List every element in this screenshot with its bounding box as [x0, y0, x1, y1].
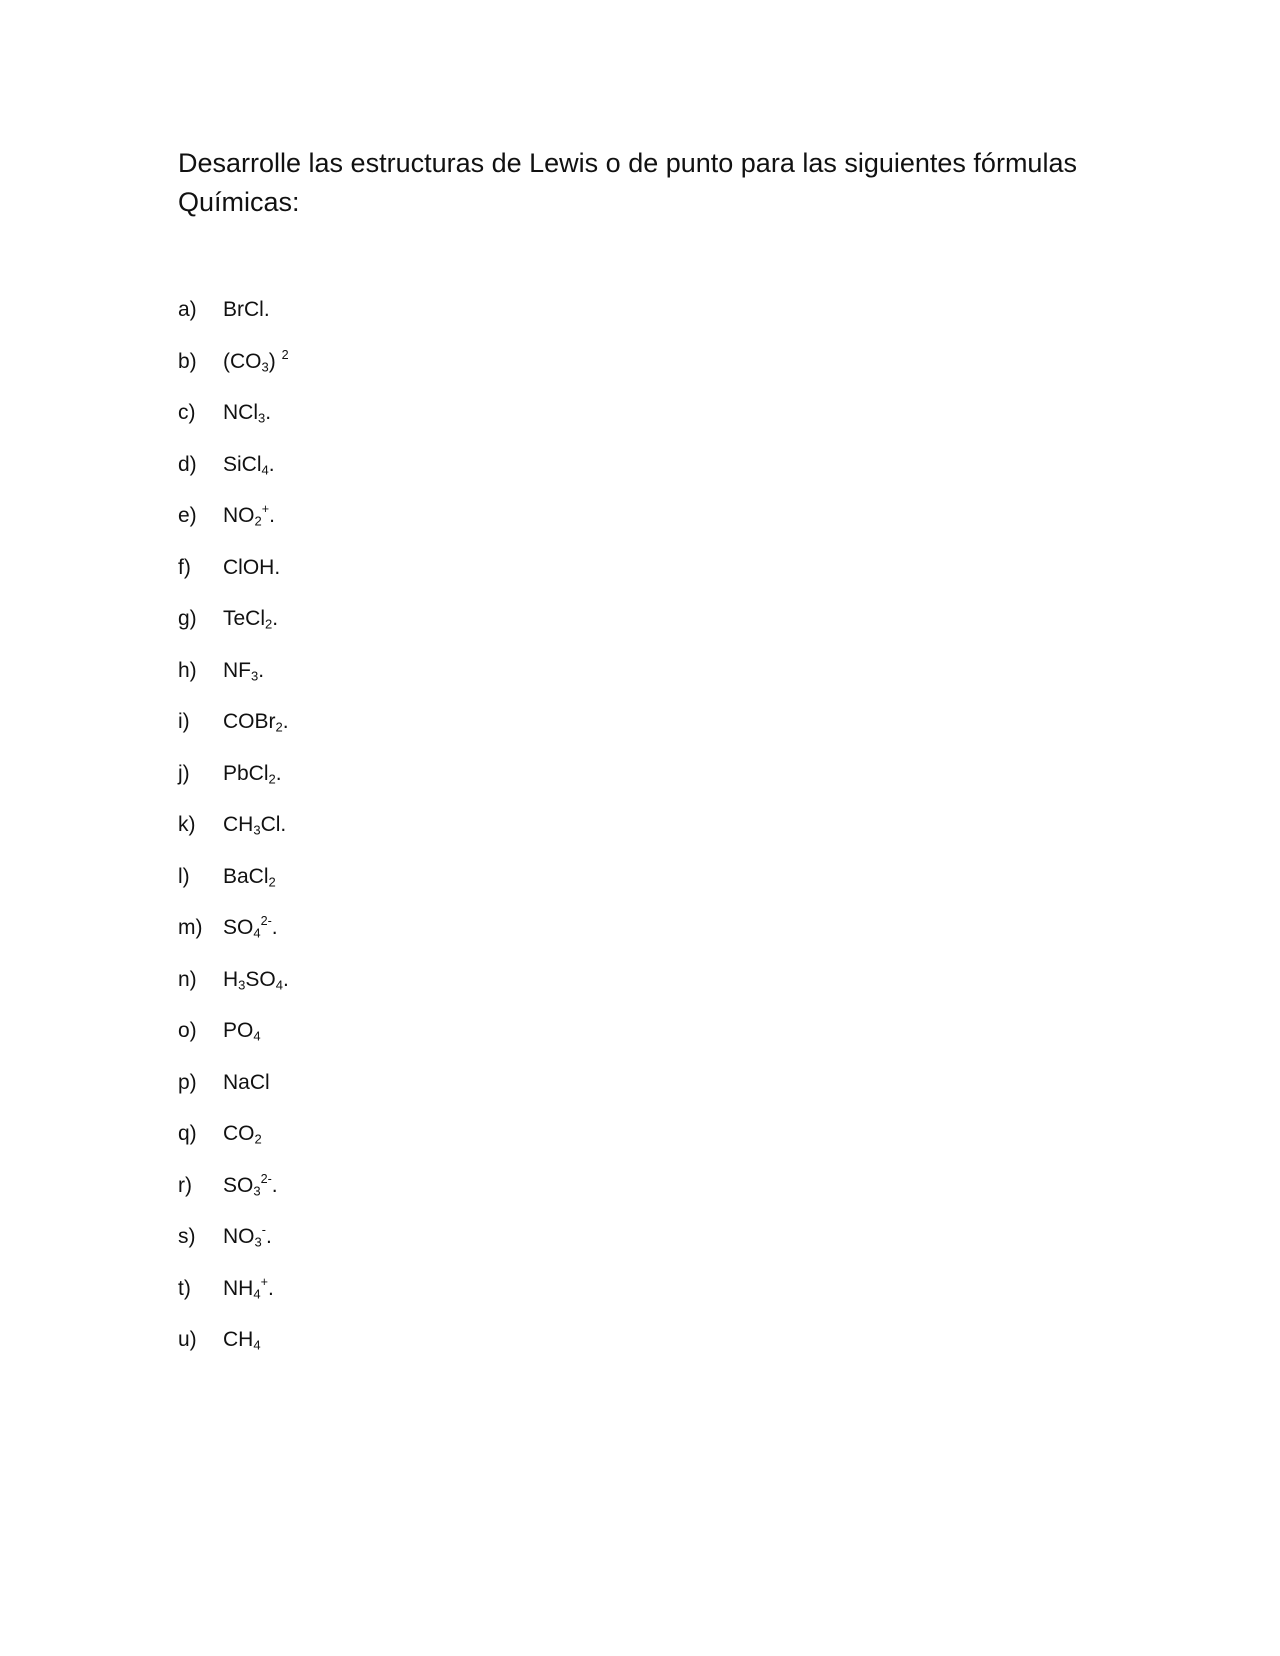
chemical-formula: [223, 607, 278, 630]
item-letter: e): [178, 504, 197, 527]
formula-superscript: +: [261, 502, 270, 517]
item-letter: s): [178, 1225, 196, 1248]
formula-text: .: [258, 658, 265, 682]
item-letter: p): [178, 1070, 197, 1094]
formula-subscript: 4: [253, 1028, 261, 1044]
item-letter: g): [178, 607, 197, 630]
formula-subscript: 3: [253, 822, 261, 838]
formula-superscript: -: [261, 1223, 266, 1238]
item-letter: h): [178, 658, 197, 682]
formula-subscript: 4: [253, 925, 261, 941]
formula-text: CH: [223, 813, 254, 836]
formula-text: SiCl: [223, 452, 262, 476]
formula-text: .: [269, 504, 275, 527]
item-letter: q): [178, 1122, 197, 1145]
chemical-formula: [223, 813, 286, 836]
list-item: [178, 1071, 289, 1123]
list-item: [178, 968, 289, 1020]
item-letter: k): [178, 813, 196, 836]
list-item: [178, 453, 289, 505]
formula-text: COBr: [223, 710, 276, 733]
formula-subscript: 3: [253, 1182, 261, 1198]
formula-text: .: [271, 1173, 278, 1197]
item-letter: o): [178, 1019, 197, 1042]
formula-text: ClOH.: [223, 555, 281, 579]
chemical-formula: [223, 1071, 270, 1094]
list-item: [178, 813, 289, 865]
formula-subscript: 4: [253, 1285, 261, 1301]
formula-text: .: [275, 761, 282, 785]
formula-text: NCl: [223, 401, 258, 424]
item-letter: t): [178, 1276, 191, 1300]
formula-text: BaCl: [223, 864, 269, 888]
list-item: [178, 1171, 289, 1226]
formula-text: BrCl.: [223, 298, 270, 321]
chemical-formula: [223, 916, 278, 939]
formula-subscript: 3: [261, 358, 269, 374]
item-letter: r): [178, 1173, 192, 1197]
item-letter: u): [178, 1328, 197, 1351]
chemical-formula: [223, 401, 271, 424]
formula-text: .: [272, 607, 279, 630]
list-item: [178, 1225, 289, 1277]
formula-subscript: 4: [275, 976, 284, 992]
formula-text: .: [282, 710, 289, 733]
list-item: [178, 556, 289, 608]
formula-text: .: [268, 452, 275, 476]
chemical-formula: [223, 1274, 274, 1301]
list-item: [178, 347, 289, 402]
formula-subscript: 4: [261, 461, 269, 477]
list-item: [178, 504, 289, 556]
formula-text: Cl.: [260, 813, 287, 836]
item-letter: m): [178, 916, 203, 939]
formula-subscript: 2: [254, 513, 262, 529]
formula-text: SO: [245, 967, 276, 991]
chemical-formula: [223, 504, 275, 527]
formula-superscript: +: [260, 1274, 268, 1289]
list-item: [178, 1122, 289, 1174]
item-letter: l): [178, 864, 190, 888]
formula-text: SO: [223, 916, 254, 939]
item-letter: d): [178, 452, 197, 476]
formula-text: NaCl: [223, 1070, 270, 1094]
list-item: [178, 1328, 289, 1380]
chemical-formula: [223, 347, 289, 374]
chemical-formula: [223, 453, 275, 476]
formula-superscript: 2-: [260, 1171, 272, 1186]
chemical-formula: [223, 710, 289, 733]
formula-text: SO: [223, 1173, 254, 1197]
formula-subscript: 3: [254, 1234, 262, 1250]
list-item: [178, 762, 289, 814]
formula-subscript: 3: [238, 976, 246, 992]
formula-subscript: 3: [258, 410, 266, 426]
list-item: [178, 1274, 289, 1329]
chemical-formula: [223, 659, 264, 682]
item-letter: c): [178, 401, 196, 424]
formula-text: (CO: [223, 349, 262, 373]
formula-text: CO: [223, 1122, 255, 1145]
list-item: [178, 401, 289, 453]
formula-subscript: 2: [265, 616, 273, 632]
chemical-formula: [223, 865, 276, 888]
formula-text: .: [283, 967, 289, 991]
formula-text: NO: [223, 1225, 255, 1248]
formula-superscript: 2: [281, 347, 289, 362]
list-item: [178, 710, 289, 762]
item-letter: n): [178, 967, 197, 991]
formula-text: .: [265, 401, 272, 424]
instruction-text: Desarrolle las estructuras de Lewis o de punto para las siguientes fórmulas Químicas:: [178, 148, 1077, 217]
list-item: [178, 659, 289, 711]
item-letter: b): [178, 349, 197, 373]
item-letter: a): [178, 298, 197, 321]
formula-text: TeCl: [223, 607, 266, 630]
formula-subscript: 2: [275, 719, 283, 735]
item-letter: f): [178, 555, 191, 579]
list-item: [178, 298, 289, 350]
item-letter: j): [178, 761, 190, 785]
formula-text: .: [265, 1225, 272, 1248]
chemical-formula: [223, 1171, 278, 1198]
formula-text: CH: [223, 1328, 254, 1351]
chemical-formula: [223, 1225, 272, 1248]
formula-superscript: 2-: [260, 914, 272, 929]
formula-text: NH: [223, 1276, 254, 1300]
chemical-formula: [223, 1019, 261, 1042]
formula-subscript: 2: [254, 1131, 262, 1147]
formula-text: .: [267, 1276, 274, 1300]
formula-text: NF: [223, 658, 251, 682]
formula-text: .: [271, 916, 278, 939]
list-item: [178, 1019, 289, 1071]
formula-subscript: 2: [268, 873, 276, 889]
list-item: [178, 916, 289, 968]
chemical-formula: [223, 298, 270, 321]
chemical-formula: [223, 968, 289, 991]
formula-text: ): [268, 349, 282, 373]
chemical-formula: [223, 1328, 261, 1351]
formula-text: NO: [223, 504, 255, 527]
formula-subscript: 3: [251, 667, 259, 683]
item-letter: i): [178, 710, 190, 733]
chemical-formula: [223, 556, 280, 579]
formula-text: PO: [223, 1019, 254, 1042]
formula-text: PbCl: [223, 761, 269, 785]
chemical-formula: [223, 762, 282, 785]
chemical-formula: [223, 1122, 262, 1145]
list-item: [178, 865, 289, 917]
formula-subscript: 2: [268, 770, 276, 786]
formula-subscript: 4: [253, 1337, 261, 1353]
formula-list: [178, 298, 289, 1380]
formula-text: H: [223, 967, 239, 991]
list-item: [178, 607, 289, 659]
